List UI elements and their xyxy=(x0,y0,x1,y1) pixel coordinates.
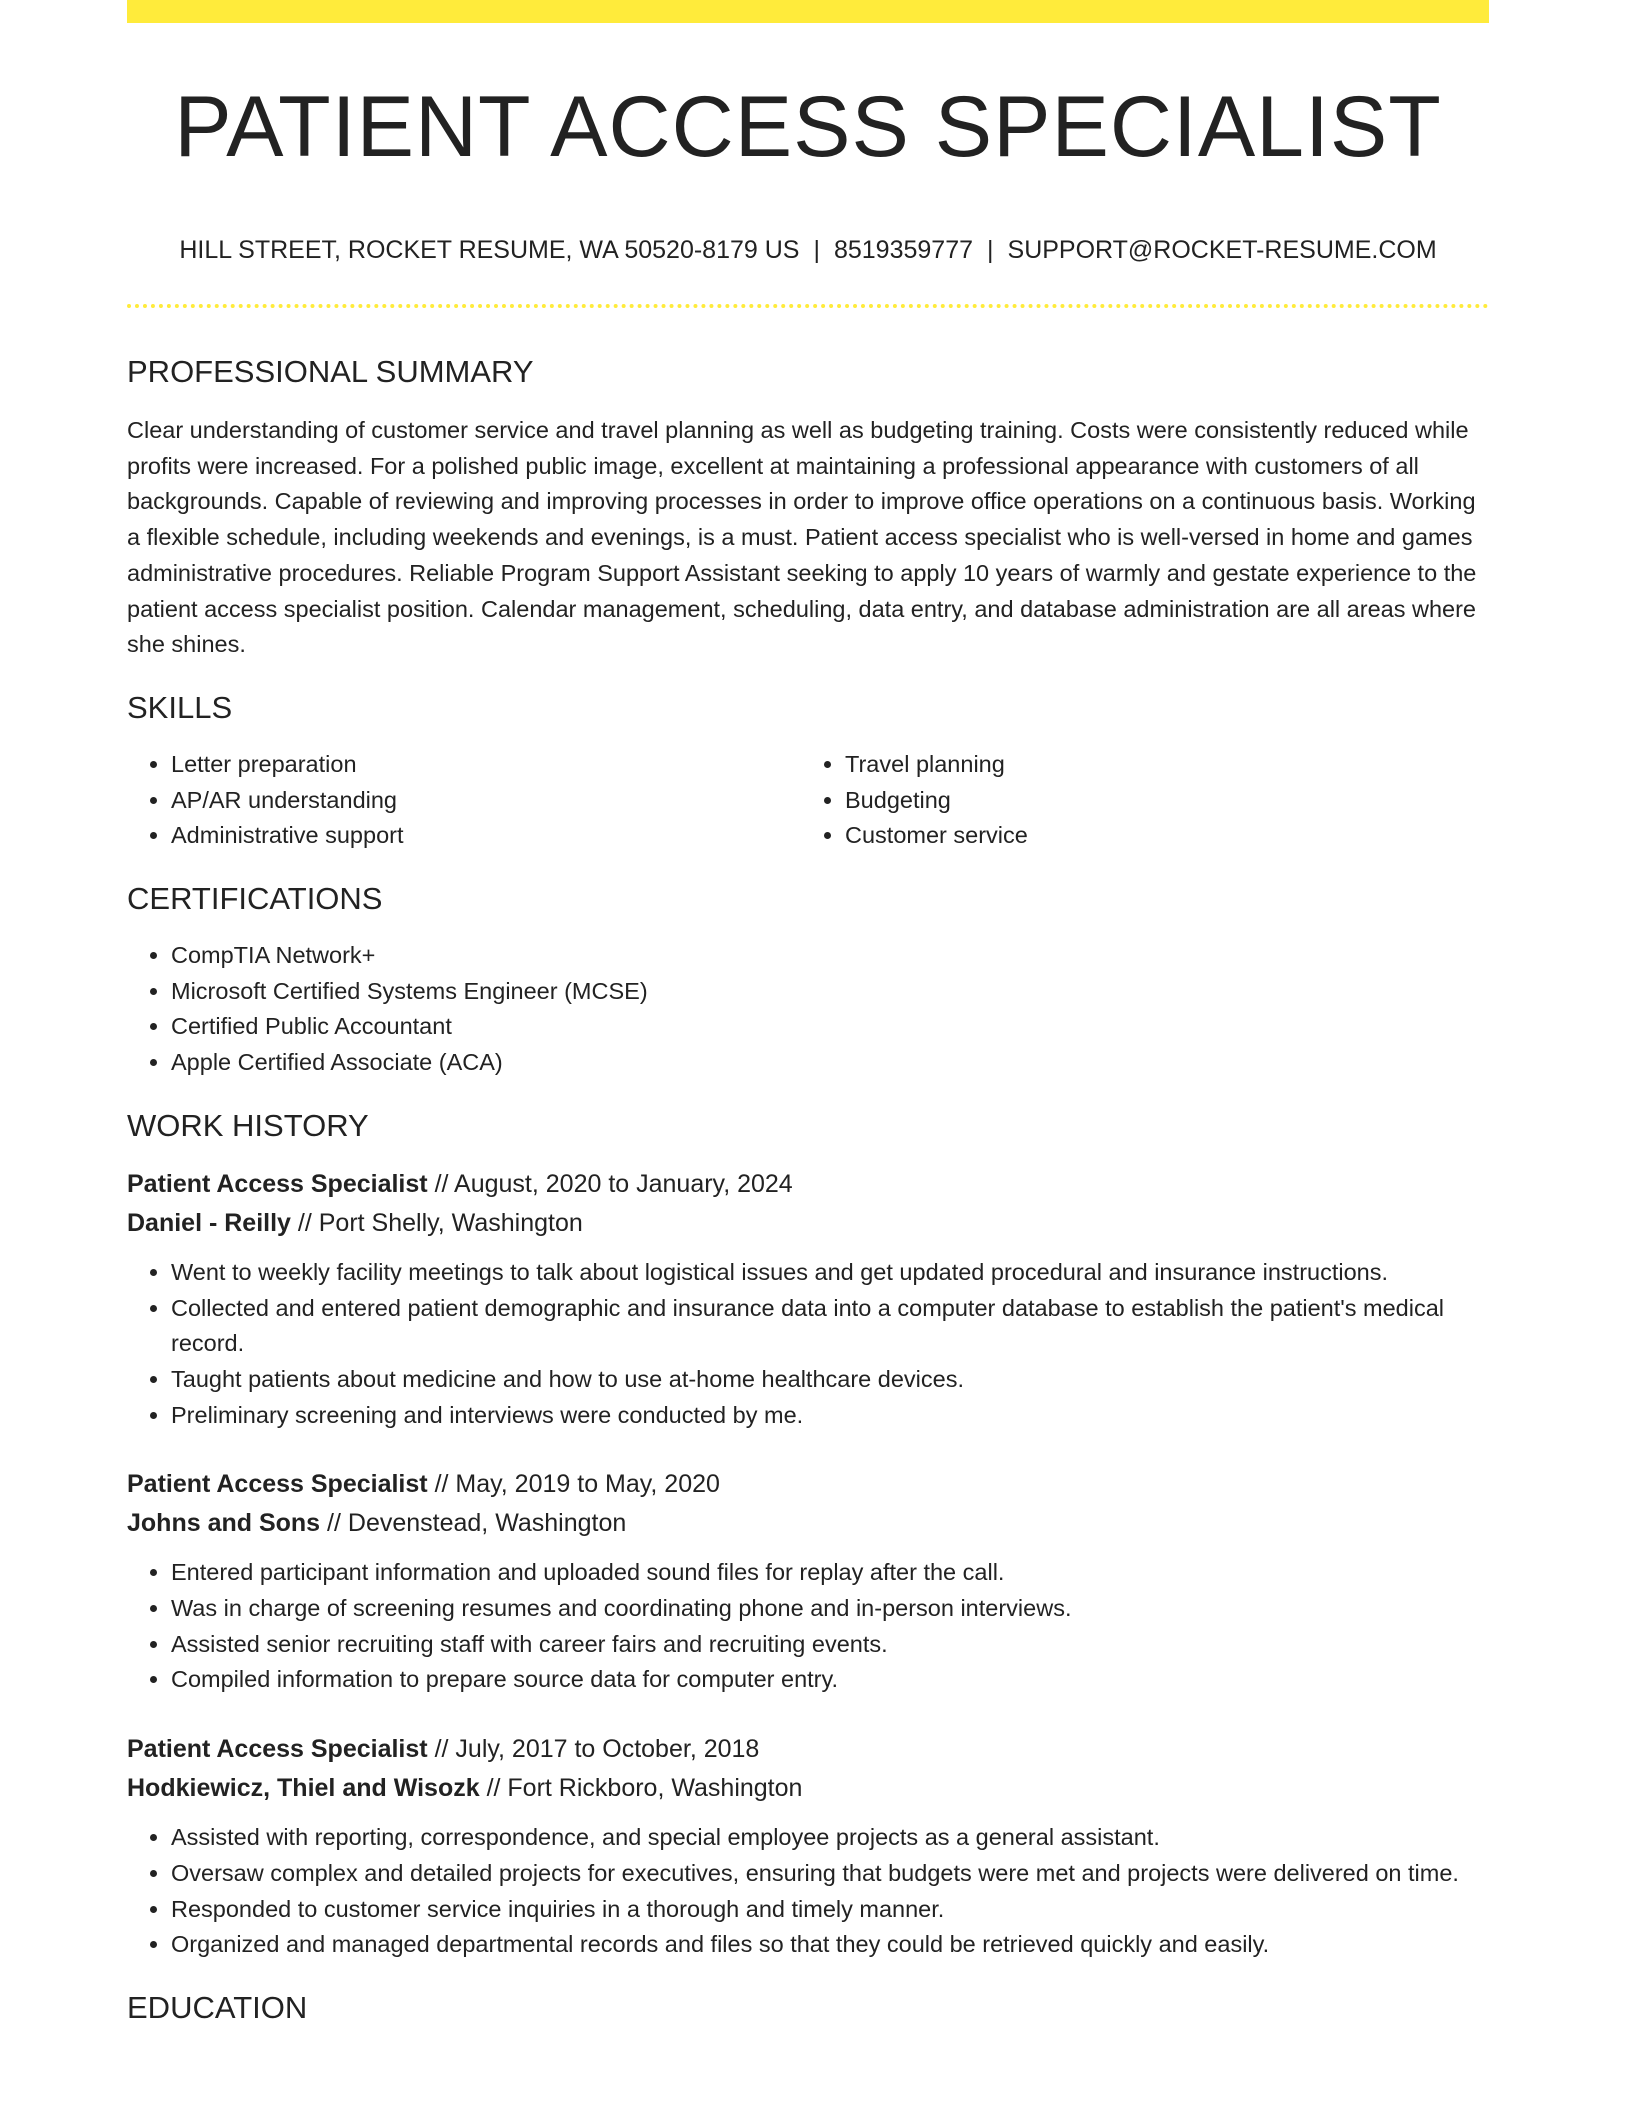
job-company-line xyxy=(127,1769,1489,1808)
contact-line xyxy=(127,236,1489,265)
skill-item: • AP/AR understanding xyxy=(171,783,801,819)
job-location: // Fort Rickboro, Washington xyxy=(486,1774,803,1803)
certifications-list xyxy=(127,938,1489,1081)
job-dates: // July, 2017 to October, 2018 xyxy=(434,1735,760,1764)
summary-text: Clear understanding of customer service and travel planning as well as budgeting training. Costs were consistently reduced while profits were increased. For a polished public image, excellent at maintaining a professional appearance with customers of all backgrounds. Capable of reviewing and improving processes in order to improve office operations on a continuous basis. Working a flexible schedule, including weekends and evenings, is a must. Patient access specialist who is well-versed in home and games administrative procedures. Reliable Program Support Assistant seeking to apply 10 years of warmly and gestate experience to the patient access specialist position. Calendar management, scheduling, data entry, and database administration are all areas where she shines. xyxy=(127,417,1477,658)
skill-item: • Administrative support xyxy=(171,818,801,854)
job-bullet: • Collected and entered patient demographic and insurance data into a computer database to establish the patient's medical record. xyxy=(171,1291,1489,1362)
contact-separator: | xyxy=(987,236,994,264)
resume-title: PATIENT ACCESS SPECIALIST xyxy=(174,79,1442,175)
job-bullet: • Taught patients about medicine and how to use at-home healthcare devices. xyxy=(171,1362,1489,1398)
skills-list-left xyxy=(127,747,801,854)
job-bullet: • Responded to customer service inquiries in a thorough and timely manner. xyxy=(171,1892,1489,1928)
certification-item: • CompTIA Network+ xyxy=(171,938,1489,974)
email: SUPPORT@ROCKET-RESUME.COM xyxy=(1007,236,1437,264)
job-location: // Port Shelly, Washington xyxy=(297,1208,583,1237)
resume-content xyxy=(127,353,1489,2027)
work-history-section xyxy=(127,1107,1489,1963)
job-company: Hodkiewicz, Thiel and Wisozk xyxy=(127,1774,480,1803)
section-heading: CERTIFICATIONS xyxy=(127,881,383,917)
job-dates: // August, 2020 to January, 2024 xyxy=(434,1169,793,1198)
job-bullet: • Was in charge of screening resumes and coordinating phone and in-person interviews. xyxy=(171,1591,1489,1627)
job-bullet: • Went to weekly facility meetings to talk about logistical issues and get updated procedural and insurance instructions. xyxy=(171,1255,1489,1291)
job-title: Patient Access Specialist xyxy=(127,1470,428,1499)
phone: 8519359777 xyxy=(833,236,974,264)
job-entry xyxy=(127,1465,1489,1698)
job-bullet: • Compiled information to prepare source data for computer entry. xyxy=(171,1662,1489,1698)
job-title-line xyxy=(127,1465,1489,1504)
job-dates: // May, 2019 to May, 2020 xyxy=(434,1470,720,1499)
job-title: Patient Access Specialist xyxy=(127,1735,428,1764)
job-bullet: • Assisted with reporting, correspondence, and special employee projects as a general assistant. xyxy=(171,1820,1489,1856)
job-company: Johns and Sons xyxy=(127,1509,321,1538)
job-company-line xyxy=(127,1204,1489,1243)
skill-item: • Budgeting xyxy=(845,783,1475,819)
job-bullet: • Entered participant information and uploaded sound files for replay after the call. xyxy=(171,1555,1489,1591)
job-entry xyxy=(127,1730,1489,1963)
contact-separator: | xyxy=(813,236,820,264)
job-bullets xyxy=(127,1255,1489,1434)
summary-section xyxy=(127,353,1489,663)
section-heading: PROFESSIONAL SUMMARY xyxy=(127,354,534,389)
job-title: Patient Access Specialist xyxy=(127,1169,428,1198)
education-section xyxy=(127,1989,1489,2027)
job-company: Daniel - Reilly xyxy=(127,1208,291,1237)
certification-item: • Certified Public Accountant xyxy=(171,1009,1489,1045)
skills-list-right xyxy=(801,747,1475,854)
skill-item: • Letter preparation xyxy=(171,747,801,783)
skill-item: • Travel planning xyxy=(845,747,1475,783)
accent-bar xyxy=(127,0,1489,23)
job-bullet: • Oversaw complex and detailed projects for executives, ensuring that budgets were met and projects were delivered on time. xyxy=(171,1856,1489,1892)
job-bullet: • Assisted senior recruiting staff with career fairs and recruiting events. xyxy=(171,1627,1489,1663)
certification-item: • Apple Certified Associate (ACA) xyxy=(171,1045,1489,1081)
certifications-section xyxy=(127,880,1489,1081)
job-bullet: • Preliminary screening and interviews were conducted by me. xyxy=(171,1398,1489,1434)
section-heading: SKILLS xyxy=(127,689,233,725)
section-heading: WORK HISTORY xyxy=(127,1107,369,1143)
job-title-line xyxy=(127,1730,1489,1769)
job-company-line xyxy=(127,1504,1489,1543)
skills-columns xyxy=(127,747,1489,854)
job-bullets xyxy=(127,1555,1489,1698)
job-bullet: • Organized and managed departmental records and files so that they could be retrieved quickly and easily. xyxy=(171,1927,1489,1963)
address: HILL STREET, ROCKET RESUME, WA 50520-8179 US xyxy=(179,236,800,264)
job-bullets xyxy=(127,1820,1489,1963)
job-title-line xyxy=(127,1165,1489,1204)
job-location: // Devenstead, Washington xyxy=(327,1509,627,1538)
skill-item: • Customer service xyxy=(845,818,1475,854)
skills-section xyxy=(127,689,1489,854)
certification-item: • Microsoft Certified Systems Engineer (MCSE) xyxy=(171,974,1489,1010)
dotted-divider xyxy=(127,304,1489,308)
job-entry xyxy=(127,1165,1489,1434)
section-heading: EDUCATION xyxy=(127,1989,308,2025)
